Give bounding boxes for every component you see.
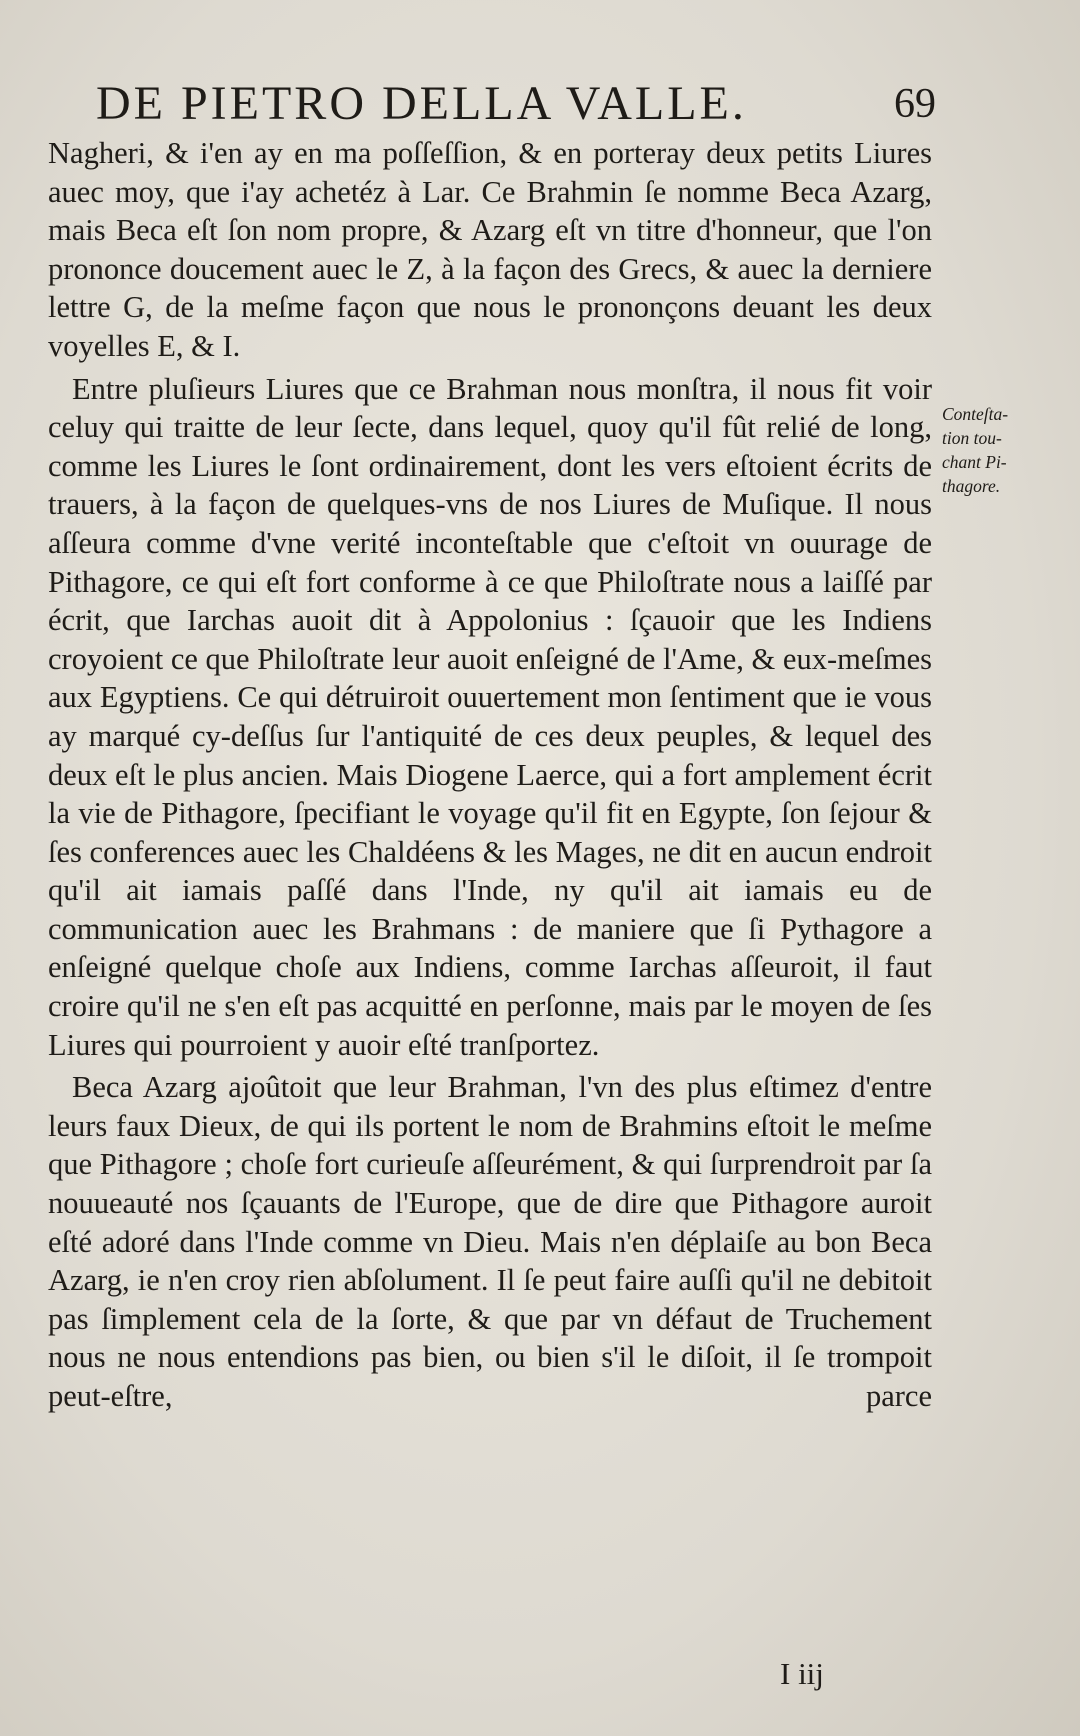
page-header <box>96 74 936 134</box>
paragraph-2: Entre pluſieurs Liures que ce Brahman nous monſtra, il nous fit voir celuy qui traitte de leur ſecte, dans lequel, quoy qu'il fût relié de long, comme les Liures le ſont ordinairement, dont les vers eſtoient écrits de trauers, à la façon de quelques-vns de nos Liures de Muſique. Il nous aſſeura comme d'vne verité inconteſtable que c'eſtoit vn ouurage de Pithagore, ce qui eſt fort conforme à ce que Philoſtrate nous a laiſſé par écrit, que Iarchas auoit dit à Appolonius : ſçauoir que les Indiens croyoient ce que Philoſtrate leur auoit enſeigné de l'Ame, & eux-meſmes aux Egyptiens. Ce qui détruiroit ouuertement mon ſentiment que ie vous ay marqué cy-deſſus ſur l'antiquité de ces deux peuples, & lequel des deux eſt le plus ancien. Mais Diogene Laerce, qui a fort amplement écrit la vie de Pithagore, ſpecifiant le voyage qu'il fit en Egypte, ſon ſejour & ſes conferences auec les Chaldéens & les Mages, ne dit en aucun endroit qu'il ait iamais paſſé dans l'Inde, ny qu'il ait iamais eu de communication auec les Brahmans : de maniere que ſi Pythagore a enſeigné quelque choſe aux Indiens, comme Iarchas aſſeuroit, il faut croire qu'il ne s'en eſt pas acquitté en perſonne, mais par le moyen de ſes Liures qui pourroient y auoir eſté tranſportez. <box>48 371 932 1062</box>
running-title: DE PIETRO DELLA VALLE. <box>96 77 747 130</box>
signature-mark: I iij <box>780 1656 824 1691</box>
paragraph-3: Beca Azarg ajoûtoit que leur Brahman, l'vn des plus eſtimez d'entre leurs faux Dieux, de qui ils portent le nom de Brahmins eſtoit le meſme que Pithagore ; choſe fort curieuſe aſſeurément, & qui ſurprendroit par ſa nouueauté nos ſçauants de l'Europe, que de dire que Pithagore auroit eſté adoré dans l'Inde comme vn Dieu. Mais n'en déplaiſe au bon Beca Azarg, ie n'en croy rien abſolument. Il ſe peut faire auſſi qu'il ne debitoit pas ſimplement cela de la ſorte, & que par vn défaut de Truchement nous ne nous entendions pas bien, ou bien s'il le diſoit, il ſe trompoit peut-eſtre, parce <box>48 1070 932 1413</box>
page-number: 69 <box>894 81 936 127</box>
body-text <box>48 134 932 1416</box>
margin-note: Conteſta- tion tou- chant Pi- thagore. <box>942 404 1009 496</box>
paragraph-1: Nagheri, & i'en ay en ma poſſeſſion, & en porteray deux petits Liures auec moy, que i'ay achetéz à Lar. Ce Brahmin ſe nomme Beca Azarg, mais Beca eſt ſon nom propre, & Azarg eſt vn titre d'honneur, que l'on prononce doucement auec le Z, à la façon des Grecs, & auec la derniere lettre G, de la meſme façon que nous le prononçons deuant les deux voyelles E, & I. <box>48 136 932 363</box>
